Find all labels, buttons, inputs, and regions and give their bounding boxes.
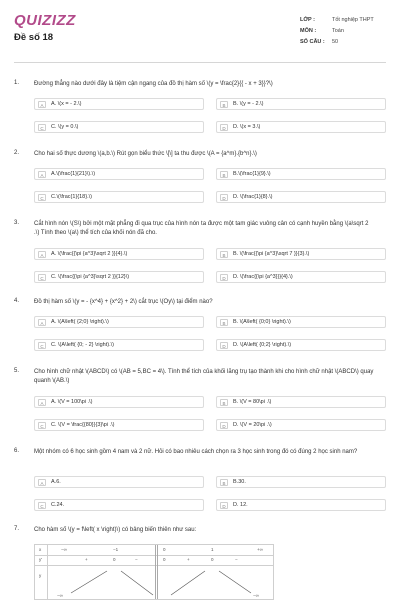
table-cell: 0 bbox=[113, 557, 116, 562]
table-cell: − bbox=[135, 557, 138, 562]
question-number: 7. bbox=[14, 526, 20, 532]
option-text: B. \(\frac{{\pi {a^3}\sqrt 7 }}{3}.\) bbox=[233, 251, 310, 257]
option-letter: C bbox=[38, 342, 46, 349]
meta-key: MÔN : bbox=[300, 27, 317, 34]
question-text: Đồ thị hàm số \(y = - {x^4} + {x^2} + 2\) cắt trục \(Oy\) tại điểm nào? bbox=[34, 299, 213, 305]
table-cell: + bbox=[187, 557, 190, 562]
option-c[interactable] bbox=[34, 419, 204, 431]
option-b[interactable] bbox=[216, 98, 386, 110]
option-letter: C bbox=[38, 124, 46, 131]
option-text: D. \(A\left( {0;2} \right).\) bbox=[233, 342, 292, 348]
option-letter: C bbox=[38, 194, 46, 201]
table-label-yprime: y' bbox=[39, 557, 43, 562]
option-text: A.6. bbox=[51, 479, 61, 485]
option-text: C. \(y = 0.\) bbox=[51, 124, 79, 130]
option-text: B. \(V = 80\pi .\) bbox=[233, 399, 272, 405]
question-text: Cho hàm số \(y = f\left( x \right)\) có bảng biến thiên như sau: bbox=[34, 527, 197, 533]
arrow-down bbox=[219, 571, 251, 593]
option-b[interactable] bbox=[216, 248, 386, 260]
exam-meta bbox=[300, 14, 392, 47]
option-letter: C bbox=[38, 274, 46, 281]
meta-row-subject bbox=[300, 25, 392, 36]
table-cell: 0 bbox=[163, 547, 166, 552]
option-a[interactable] bbox=[34, 248, 204, 260]
table-cell: −∞ bbox=[61, 547, 67, 552]
option-letter: A bbox=[38, 399, 46, 406]
arrow-up bbox=[171, 571, 205, 595]
option-text: B.\(\frac{1}{9}.\) bbox=[233, 171, 271, 177]
option-a[interactable] bbox=[34, 316, 204, 328]
option-letter: C bbox=[38, 502, 46, 509]
option-text: A. \(x = - 2.\) bbox=[51, 101, 82, 107]
option-d[interactable] bbox=[216, 121, 386, 133]
option-d[interactable] bbox=[216, 339, 386, 351]
table-cell: +∞ bbox=[257, 547, 263, 552]
option-letter: B bbox=[220, 479, 228, 486]
table-cell: 1 bbox=[211, 547, 214, 552]
option-letter: D bbox=[220, 502, 228, 509]
meta-row-class bbox=[300, 14, 392, 25]
option-text: D. \(V = 20\pi .\) bbox=[233, 422, 272, 428]
option-text: C. \(A\left( {0; - 2} \right).\) bbox=[51, 342, 114, 348]
option-a[interactable] bbox=[34, 476, 204, 488]
option-d[interactable] bbox=[216, 499, 386, 511]
option-text: A. \(A\left( {2;0} \right).\) bbox=[51, 319, 109, 325]
option-a[interactable] bbox=[34, 98, 204, 110]
option-letter: A bbox=[38, 101, 46, 108]
option-letter: D bbox=[220, 422, 228, 429]
meta-row-count bbox=[300, 36, 392, 47]
option-letter: A bbox=[38, 479, 46, 486]
meta-key: SỐ CÂU : bbox=[300, 38, 325, 45]
option-text: D. \(\frac{1}{8}.\) bbox=[233, 194, 273, 200]
meta-value: 50 bbox=[332, 38, 339, 45]
option-text: B. \(y = - 2.\) bbox=[233, 101, 264, 107]
option-c[interactable] bbox=[34, 271, 204, 283]
question-text: Đường thẳng nào dưới đây là tiệm cận ngang của đồ thị hàm số \(y = \frac{2}{{ - x + 3}}?\) bbox=[34, 81, 273, 87]
option-a[interactable] bbox=[34, 168, 204, 180]
option-text: A.\(\frac{1}{21}\).\) bbox=[51, 171, 96, 177]
question-number: 6. bbox=[14, 448, 20, 454]
option-d[interactable] bbox=[216, 271, 386, 283]
option-letter: B bbox=[220, 319, 228, 326]
question-number: 5. bbox=[14, 368, 20, 374]
question-number: 3. bbox=[14, 220, 20, 226]
question-number: 2. bbox=[14, 150, 20, 156]
question-number: 1. bbox=[14, 80, 20, 86]
exam-title: Đề số 18 bbox=[14, 32, 54, 43]
option-text: C. \(V = \frac{{80}}{3}\pi .\) bbox=[51, 422, 115, 428]
option-letter: C bbox=[38, 422, 46, 429]
variation-table bbox=[34, 544, 274, 600]
table-cell: − bbox=[235, 557, 238, 562]
option-text: C.24. bbox=[51, 502, 65, 508]
option-b[interactable] bbox=[216, 168, 386, 180]
option-b[interactable] bbox=[216, 316, 386, 328]
table-cell: 0 bbox=[211, 557, 214, 562]
quizizz-logo: QUIZIZZ bbox=[14, 12, 76, 29]
option-text: C. \(\frac{{\pi {a^3}\sqrt 2 }}{12}\) bbox=[51, 274, 130, 280]
option-text: C.\(\frac{1}{18}.\) bbox=[51, 194, 92, 200]
arrow-up bbox=[71, 571, 107, 593]
option-a[interactable] bbox=[34, 396, 204, 408]
option-d[interactable] bbox=[216, 191, 386, 203]
table-row-divider bbox=[35, 555, 273, 556]
option-c[interactable] bbox=[34, 339, 204, 351]
option-text: A. \(V = 100\pi .\) bbox=[51, 399, 93, 405]
table-cell: −∞ bbox=[253, 593, 259, 598]
header bbox=[0, 0, 400, 66]
table-label-y: y bbox=[39, 573, 42, 578]
option-c[interactable] bbox=[34, 499, 204, 511]
option-c[interactable] bbox=[34, 191, 204, 203]
option-text: D. \(x = 3.\) bbox=[233, 124, 261, 130]
table-label-x: x bbox=[39, 547, 42, 552]
option-letter: B bbox=[220, 251, 228, 258]
option-text: D. \(\frac{{\pi {a^3}}}{4}.\) bbox=[233, 274, 293, 280]
table-cell: −∞ bbox=[57, 593, 63, 598]
option-letter: D bbox=[220, 194, 228, 201]
meta-value: Toán bbox=[332, 27, 344, 34]
question-number: 4. bbox=[14, 298, 20, 304]
option-letter: A bbox=[38, 251, 46, 258]
option-letter: B bbox=[220, 171, 228, 178]
table-cell: −1 bbox=[113, 547, 119, 552]
option-letter: D bbox=[220, 124, 228, 131]
variation-arrows bbox=[35, 565, 273, 601]
option-c[interactable] bbox=[34, 121, 204, 133]
meta-key: LỚP : bbox=[300, 16, 315, 23]
option-letter: A bbox=[38, 171, 46, 178]
question-text: Cắt hình nón \(S\) bởi một mặt phẳng đi qua trục của hình nón ta được một tam giác vuông cân có cạnh huyền bằng \(a\sqrt 2 .\) Tính theo \(a\) thể tích của khối nón đã cho. bbox=[34, 221, 369, 236]
option-text: B.30. bbox=[233, 479, 246, 485]
question-text: Cho hình chữ nhật \(ABCD\) có \(AB = 5,BC = 4\). Tính thể tích của khối lăng trụ tạo thành khi cho hình chữ nhật \(ABCD\) quay quanh \(AB.\) bbox=[34, 369, 374, 384]
table-cell: + bbox=[85, 557, 88, 562]
option-letter: D bbox=[220, 274, 228, 281]
option-text: A. \(\frac{{\pi {a^3}\sqrt 2 }}{4}.\) bbox=[51, 251, 128, 257]
option-letter: A bbox=[38, 319, 46, 326]
option-b[interactable] bbox=[216, 396, 386, 408]
option-text: D. 12. bbox=[233, 502, 248, 508]
question-text: Một nhóm có 6 học sinh gồm 4 nam và 2 nữ. Hỏi có bao nhiêu cách chọn ra 3 học sinh trong đó có đúng 2 học sinh nam? bbox=[34, 449, 358, 455]
option-letter: D bbox=[220, 342, 228, 349]
arrow-down bbox=[121, 571, 153, 595]
option-letter: B bbox=[220, 101, 228, 108]
table-cell: 0 bbox=[163, 557, 166, 562]
header-divider bbox=[14, 62, 386, 63]
option-d[interactable] bbox=[216, 419, 386, 431]
option-b[interactable] bbox=[216, 476, 386, 488]
question-text: Cho hai số thực dương \(a,b.\) Rút gọn biểu thức \[\] ta thu được \(A = {a^m}.{b^n}.\) bbox=[34, 151, 257, 157]
option-letter: B bbox=[220, 399, 228, 406]
option-text: B. \(A\left( {0;0} \right).\) bbox=[233, 319, 291, 325]
meta-value: Tốt nghiệp THPT bbox=[332, 16, 374, 23]
